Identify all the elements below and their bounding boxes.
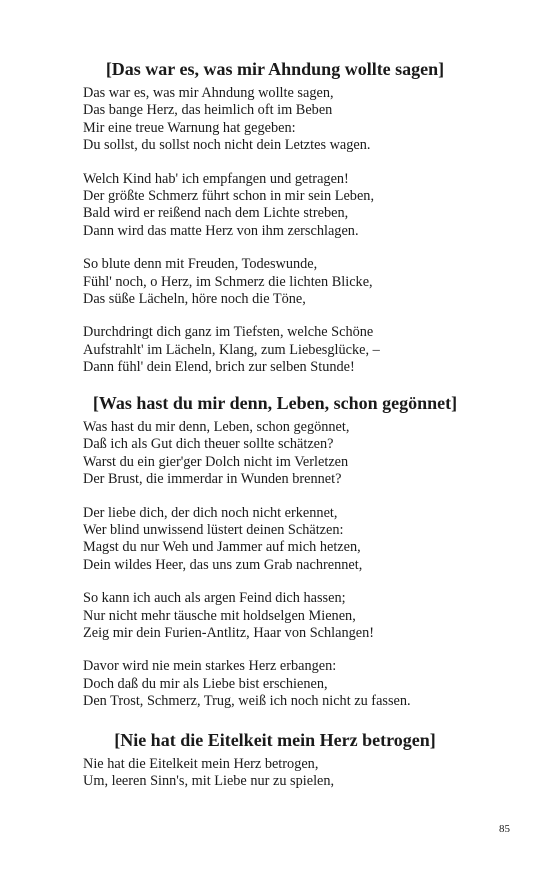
poem-title: [Nie hat die Eitelkeit mein Herz betrogen] [114,730,436,750]
verse-line: So blute denn mit Freuden, Todeswunde, [83,256,318,273]
verse-line: So kann ich auch als argen Feind dich hassen; [83,590,346,607]
verse-line: Den Trost, Schmerz, Trug, weiß ich noch nicht zu fassen. [83,693,411,710]
page-number: 85 [499,823,510,835]
verse-line: Mir eine treue Warnung hat gegeben: [83,119,296,136]
verse-line: Welch Kind hab' ich empfangen und getragen! [83,170,349,187]
poem-3 [0,728,550,791]
verse-line: Durchdringt dich ganz im Tiefsten, welche Schöne [83,324,374,341]
verse-line: Davor wird nie mein starkes Herz erbangen: [83,658,337,675]
verse-line: Das bange Herz, das heimlich oft im Beben [83,102,333,119]
stanza [83,324,550,376]
verse-line: Der Brust, die immerdar in Wunden brennet? [83,471,342,488]
verse-line: Das süße Lächeln, höre noch die Töne, [83,290,306,307]
poem-2 [0,391,550,710]
stanza [83,658,550,710]
verse-line: Fühl' noch, o Herz, im Schmerz die lichten Blicke, [83,273,373,290]
verse-line: Nur nicht mehr täusche mit holdselgen Mienen, [83,607,356,624]
stanza [83,419,550,489]
verse-line: Wer blind unwissend lüstert deinen Schätzen: [83,521,344,538]
verse-line: Um, leeren Sinn's, mit Liebe nur zu spielen, [83,773,335,790]
poem-1 [0,57,550,376]
verse-line: Warst du ein gier'ger Dolch nicht im Verletzen [83,453,349,470]
stanza [83,256,550,308]
poem-title: [Das war es, was mir Ahndung wollte sagen] [105,59,445,79]
poem-title: [Was hast du mir denn, Leben, schon gegönnet] [92,393,458,413]
stanza [83,85,550,155]
verse-line: Bald wird er reißend nach dem Lichte streben, [83,205,349,222]
stanza [83,756,550,791]
verse-line: Du sollst, du sollst noch nicht dein Letztes wagen. [83,137,371,154]
verse-line: Das war es, was mir Ahndung wollte sagen, [83,85,334,101]
verse-line: Doch daß du mir als Liebe bist erschienen, [83,675,328,692]
verse-line: Daß ich als Gut dich theuer sollte schätzen? [83,436,334,453]
verse-line: Der größte Schmerz führt schon in mir sein Leben, [83,187,375,204]
stanza [83,171,550,241]
stanza [83,590,550,642]
verse-line: Dann fühl' dein Elend, brich zur selben Stunde! [83,359,355,376]
verse-line: Nie hat die Eitelkeit mein Herz betrogen, [83,756,319,772]
verse-line: Zeig mir dein Furien-Antlitz, Haar von Schlangen! [83,624,375,641]
stanza [83,505,550,575]
verse-line: Was hast du mir denn, Leben, schon gegönnet, [83,419,350,435]
verse-line: Dein wildes Heer, das uns zum Grab nachrennet, [83,556,363,573]
verse-line: Dann wird das matte Herz von ihm zerschlagen. [83,222,359,239]
verse-line: Magst du nur Weh und Jammer auf mich hetzen, [83,539,361,556]
verse-line: Der liebe dich, der dich noch nicht erkennet, [83,504,338,521]
verse-line: Aufstrahlt' im Lächeln, Klang, zum Liebesglücke, – [83,341,380,358]
